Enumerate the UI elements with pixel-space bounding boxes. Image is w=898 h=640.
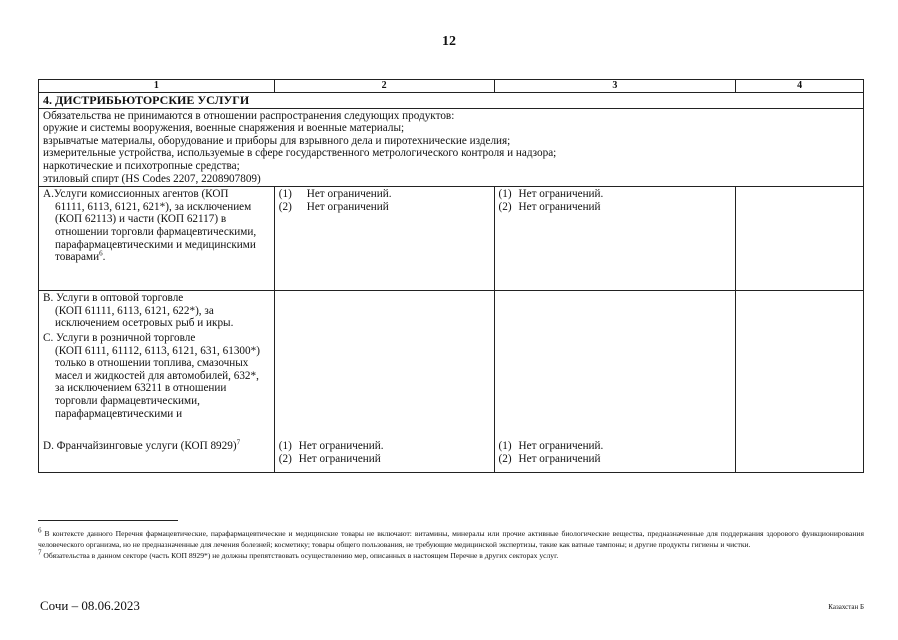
footnotes [38, 528, 864, 561]
footnote-divider [38, 520, 178, 521]
footer-date: Сочи – 08.06.2023 [40, 598, 140, 613]
exclusion-line: взрывчатые материалы, оборудование и приборы для взрывного дела и пиротехнические изделия; [43, 134, 511, 147]
exclusions-row [39, 108, 864, 187]
limitation-line: (1) Нет ограничений. [498, 188, 604, 201]
column-number-2: 2 [274, 80, 494, 93]
row-a-national-treatment [494, 187, 736, 291]
row-bcd-national-treatment [494, 291, 736, 473]
row-c-description: (КОП 6111, 61112, 6113, 6121, 631, 61300*) только в отношении топлива, смазочных масел и жидкостей для автомобилей, 632*, за исключением 63211 в отношении торговли фармацевтическими, парафармацевтическими и [55, 344, 260, 420]
row-a-additional [736, 187, 864, 291]
row-bcd-sector [39, 291, 275, 473]
row-bcd [39, 291, 864, 473]
row-bcd-additional [736, 291, 864, 473]
row-d-title: D. Франчайзинговые услуги (КОП 8929)$^7$ [43, 438, 241, 453]
limitation-line: (1) Нет ограничений. [278, 188, 392, 201]
column-number-4: 4 [736, 80, 864, 93]
row-b-title: B. Услуги в оптовой торговле [43, 292, 184, 305]
row-a-description: 61111, 6113, 6121, 621*), за исключением (КОП 62113) и части (КОП 62117) в отношении торговли фармацевтическими, парафармацевтическими и медицинскими товарами$^6$. [55, 200, 257, 264]
row-bcd-market-access [274, 291, 494, 473]
section-title: 4. ДИСТРИБЬЮТОРСКИЕ УСЛУГИ [39, 93, 864, 109]
limitation-line: (1) Нет ограничений. [278, 440, 384, 453]
footnote-6: $^6$ В контексте данного Перечня фармацевтические, парафармацевтические и медицинские товары не включают: витамины, минералы или прочие активные биологические вещества, предназначенные для поддержания здорового функционирования человеческого организма, но не предназначенные для лечения болезней; косметику; товары общего пользования, не требующие медицинской экспертизы, такие как ватные тампоны; и другие продукты гигиены и чистки. [38, 526, 864, 549]
limitation-line: (2) Нет ограничений [278, 452, 381, 465]
row-c-title: C. Услуги в розничной торговле [43, 331, 196, 344]
row-a [39, 187, 864, 291]
footnote-ref-6: 6 [99, 249, 103, 258]
commitments-table [38, 79, 864, 473]
exclusion-line: наркотические и психотропные средства; [43, 159, 240, 172]
row-a-title: A.Услуги комиссионных агентов (КОП [43, 188, 229, 201]
column-number-1: 1 [39, 80, 275, 93]
section-title-row [39, 93, 864, 109]
row-b-description: (КОП 61111, 6113, 6121, 622*), за исключением осетровых рыб и икры. [55, 304, 234, 330]
page-number: 12 [442, 34, 456, 49]
footnote-ref-7: 7 [236, 438, 241, 447]
limitation-line: (2) Нет ограничений [498, 452, 601, 465]
column-number-row [39, 80, 864, 93]
footnote-7: $^7$ Обязательства в данном секторе (часть КОП 8929*) не должны препятствовать осуществлению мер, описанных в настоящем Перечне в других секторах услуг. [38, 548, 559, 560]
row-a-market-access [274, 187, 494, 291]
exclusion-line: измерительные устройства, используемые в сфере государственного метрологического контроля и надзора; [43, 147, 557, 160]
exclusion-line: оружие и системы вооружения, военные снаряжения и военные материалы; [43, 122, 405, 135]
exclusion-line: Обязательства не принимаются в отношении распространения следующих продуктов: [43, 109, 455, 122]
limitation-line: (1) Нет ограничений. [498, 440, 604, 453]
limitation-line: (2) Нет ограничений [278, 200, 389, 213]
footer-country: Казахстан Б [828, 603, 864, 611]
column-number-3: 3 [494, 80, 736, 93]
exclusions-cell [39, 108, 864, 187]
limitation-line: (2) Нет ограничений [498, 200, 601, 213]
row-a-sector [39, 187, 275, 291]
exclusion-line: этиловый спирт (HS Codes 2207, 2208907809) [43, 172, 261, 185]
